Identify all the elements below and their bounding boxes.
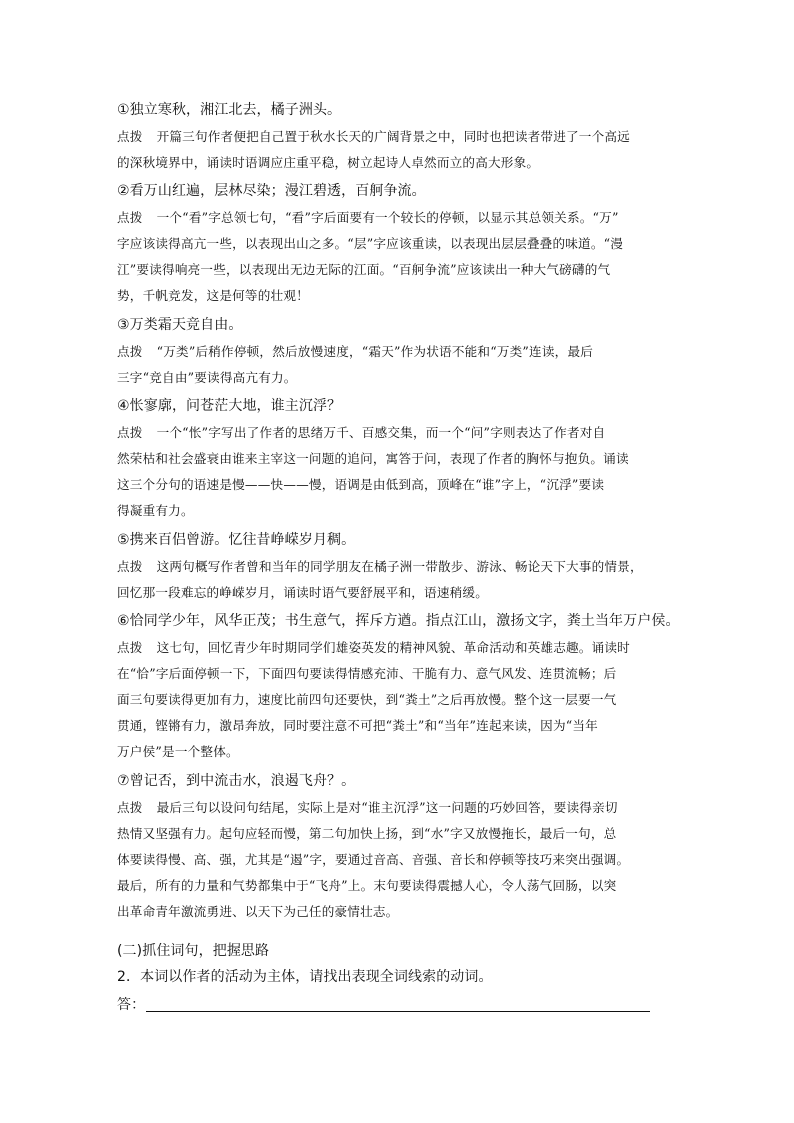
verse-7: ⑦曾记否，到中流击水，浪遏飞舟？。 — [117, 773, 356, 789]
note-6-line-2: 在“恰”字后面停顿一下，下面四句要读得情感充沛、干脆有力、意气风发、连贯流畅；后 — [117, 666, 617, 681]
note-7-line-5: 出革命青年激流勇进、以天下为己任的豪情壮志。 — [117, 904, 399, 919]
answer-label: 答： — [117, 997, 146, 1013]
note-label: 点拨 — [117, 210, 143, 225]
note-5-line-2: 回忆那一段难忘的峥嵘岁月，诵读时语气要舒展平和，语速稍缓。 — [117, 585, 489, 600]
verse-2: ②看万山红遍，层林尽染；漫江碧透，百舸争流。 — [117, 183, 426, 199]
verse-1: ①独立寒秋，湘江北去，橘子洲头。 — [117, 102, 342, 118]
note-label: 点拨 — [117, 640, 143, 655]
question-2: 2．本词以作者的活动为主体，请找出表现全词线索的动词。 — [117, 969, 493, 985]
note-2-line-1: 点拨 一个“看”字总领七句，“看”字后面要有一个较长的停顿，以显示其总领关系。“万” — [117, 207, 619, 226]
note-1-line-1: 点拨 开篇三句作者便把自己置于秋水长天的广阔背景之中，同时也把读者带进了一个高远 — [117, 126, 630, 145]
verse-6: ⑥恰同学少年，风华正茂；书生意气，挥斥方遒。指点江山，激扬文字，粪土当年万户侯。 — [117, 613, 680, 629]
note-3-line-1: 点拨 “万类”后稍作停顿，然后放慢速度，“霜天”作为状语不能和“万类”连读，最后 — [117, 341, 593, 360]
note-label: 点拨 — [117, 800, 143, 815]
note-6-line-3: 面三句要读得更加有力，速度比前四句还要快，到“粪土”之后再放慢。整个这一层要一气 — [117, 692, 617, 707]
note-3-line-2: 三字“竞自由”要读得高亢有力。 — [117, 370, 297, 385]
note-7-line-2: 热情又坚强有力。起句应轻而慢，第二句加快上扬，到“水”字又放慢拖长，最后一句，总 — [117, 826, 617, 841]
note-6-line-4: 贯通，铿锵有力，激昂奔放，同时要注意不可把“粪土”和“当年”连起来读，因为“当年 — [117, 718, 598, 733]
answer-input-line[interactable] — [146, 1011, 650, 1012]
note-2-line-4: 势，千帆竞发，这是何等的壮观！ — [117, 288, 309, 303]
section-subheading: (二)抓住词句，把握思路 — [117, 943, 270, 959]
verse-4: ④怅寥廓，问苍茫大地，谁主沉浮？ — [117, 398, 342, 414]
note-label: 点拨 — [117, 425, 143, 440]
note-7-line-4: 最后，所有的力量和气势都集中于“飞舟”上。末句要读得震撼人心，令人荡气回肠，以突 — [117, 878, 617, 893]
note-label: 点拨 — [117, 344, 143, 359]
note-label: 点拨 — [117, 559, 143, 574]
note-6-line-1: 点拨 这七句，回忆青少年时期同学们雄姿英发的精神风貌、革命活动和英雄志趣。诵读时 — [117, 637, 630, 656]
note-4-line-2: 然荣枯和社会盛衰由谁来主宰这一问题的追问，寓答于问，表现了作者的胸怀与抱负。诵读 — [117, 451, 629, 466]
note-label: 点拨 — [117, 129, 143, 144]
note-1-line-2: 的深秋境界中，诵读时语调应庄重平稳，树立起诗人卓然而立的高大形象。 — [117, 155, 540, 170]
note-7-line-1: 点拨 最后三句以设问句结尾，实际上是对“谁主沉浮”这一问题的巧妙回答，要读得亲切 — [117, 797, 618, 816]
note-4-line-4: 得凝重有力。 — [117, 503, 194, 518]
verse-5: ⑤携来百侣曾游。忆往昔峥嵘岁月稠。 — [117, 532, 356, 548]
note-4-line-3: 这三个分句的语速是慢——快——慢，语调是由低到高，顶峰在“谁”字上，“沉浮”要读 — [117, 477, 605, 492]
note-2-line-2: 字应该读得高亢一些，以表现出山之多。“层”字应该重读，以表现出层层叠叠的味道。“漫 — [117, 236, 624, 251]
note-2-line-3: 江”要读得响亮一些，以表现出无边无际的江面。“百舸争流”应该读出一种大气磅礴的气 — [117, 262, 611, 277]
note-4-line-1: 点拨 一个“怅”字写出了作者的思绪万千、百感交集，而一个“问”字则表达了作者对自 — [117, 422, 605, 441]
note-5-line-1: 点拨 这两句概写作者曾和当年的同学朋友在橘子洲一带散步、游泳、畅论天下大事的情景， — [117, 556, 643, 575]
note-7-line-3: 体要读得慢、高、强，尤其是“遏”字，要通过音高、音强、音长和停顿等技巧来突出强调。 — [117, 852, 630, 867]
verse-3: ③万类霜天竞自由。 — [117, 317, 243, 333]
note-6-line-5: 万户侯”是一个整体。 — [117, 744, 239, 759]
